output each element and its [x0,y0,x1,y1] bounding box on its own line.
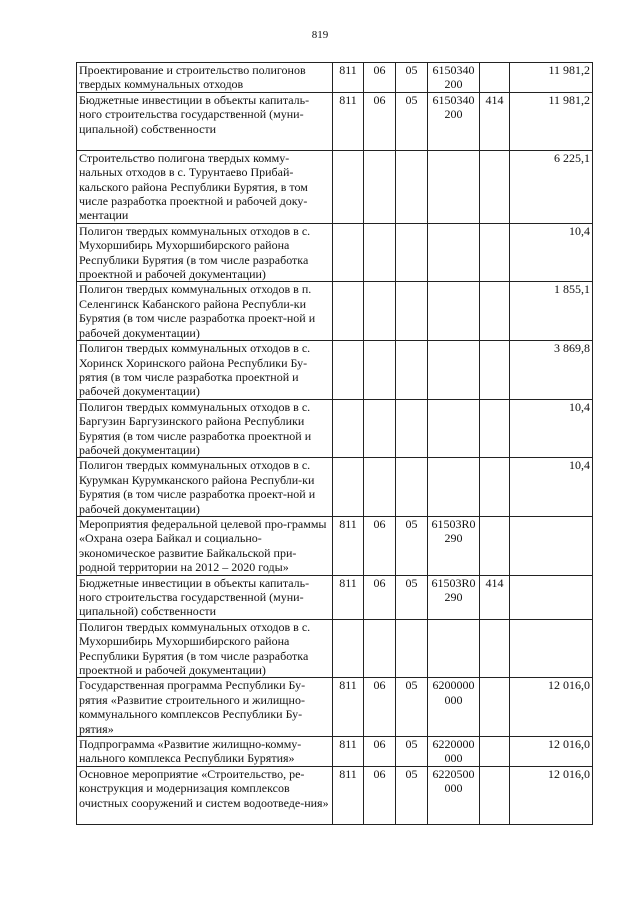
cell-grbs [333,282,364,341]
cell-sum [510,575,593,619]
cell-target-article [428,399,480,458]
cell-target-article [428,341,480,400]
cell-grbs [333,458,364,517]
cell-name: Основное мероприятие «Строительство, ре-конструкция и модернизация комплексов очистных сооружений и систем водоотведе-ния» [77,766,333,824]
cell-section [364,399,396,458]
cell-subsection: 05 [396,92,428,150]
cell-name: Полигон твердых коммунальных отходов в с. Мухоршибирь Мухоршибирского района Республики Бурятия (в том числе разработка проектной и рабочей документации) [77,619,333,678]
cell-name: Полигон твердых коммунальных отходов в с. Баргузин Баргузинского района Республики Бурятия (в том числе разработка проектной и рабочей документации) [77,399,333,458]
cell-sum: 10,4 [510,223,593,282]
cell-target-article [428,458,480,517]
cell-target-article [428,150,480,223]
table-row [77,575,593,619]
cell-subsection [396,399,428,458]
table-row [77,282,593,341]
cell-section [364,619,396,678]
cell-target-article: 6220500 000 [428,766,480,824]
cell-name: Бюджетные инвестиции в объекты капиталь-ного строительства государственной (муни-ципальной) собственности [77,575,333,619]
cell-subsection [396,150,428,223]
cell-sum: 12 016,0 [510,766,593,824]
cell-sum [510,619,593,678]
cell-grbs: 811 [333,766,364,824]
cell-name: Полигон твердых коммунальных отходов в с. Мухоршибирь Мухоршибирского района Республики Бурятия (в том числе разработка проектной и рабочей документации) [77,223,333,282]
table-row [77,399,593,458]
cell-section: 06 [364,737,396,767]
cell-expense-type [480,282,510,341]
cell-grbs [333,223,364,282]
cell-sum [510,516,593,575]
cell-sum: 11 981,2 [510,92,593,150]
cell-name: Полигон твердых коммунальных отходов в п. Селенгинск Кабанского района Республи-ки Бурятия (в том числе разработка проект-ной и рабочей документации) [77,282,333,341]
cell-target-article: 6150340 200 [428,92,480,150]
cell-target-article: 6150340 200 [428,63,480,93]
cell-grbs: 811 [333,575,364,619]
cell-grbs: 811 [333,678,364,737]
cell-grbs: 811 [333,737,364,767]
cell-subsection: 05 [396,766,428,824]
cell-grbs [333,619,364,678]
cell-name: Строительство полигона твердых комму-нальных отходов в с. Турунтаево Прибай-кальского района Республики Бурятия, в том числе разработка проектной и рабочей доку-ментации [77,150,333,223]
table-row [77,63,593,93]
cell-section [364,223,396,282]
cell-section: 06 [364,575,396,619]
cell-expense-type [480,619,510,678]
cell-section [364,282,396,341]
cell-expense-type [480,678,510,737]
cell-sum: 11 981,2 [510,63,593,93]
cell-section [364,341,396,400]
cell-name: Бюджетные инвестиции в объекты капиталь-ного строительства государственной (муни-ципальной) собственности [77,92,333,150]
cell-expense-type: 414 [480,575,510,619]
cell-expense-type [480,63,510,93]
cell-subsection: 05 [396,63,428,93]
cell-section: 06 [364,516,396,575]
table-row [77,766,593,824]
cell-subsection: 05 [396,516,428,575]
cell-target-article [428,619,480,678]
cell-grbs: 811 [333,92,364,150]
table-row [77,458,593,517]
cell-section: 06 [364,766,396,824]
cell-expense-type [480,223,510,282]
cell-grbs [333,341,364,400]
cell-subsection [396,282,428,341]
page-number: 819 [311,29,329,41]
cell-subsection [396,458,428,517]
table-row [77,678,593,737]
cell-section: 06 [364,63,396,93]
cell-target-article: 61503R0 290 [428,575,480,619]
cell-subsection: 05 [396,575,428,619]
cell-expense-type [480,737,510,767]
cell-sum: 12 016,0 [510,737,593,767]
table-row [77,619,593,678]
cell-name: Полигон твердых коммунальных отходов в с. Хоринск Хоринского района Республики Бу-рятия (в том числе разработка проектной и рабочей документации) [77,341,333,400]
cell-name: Проектирование и строительство полигонов твердых коммунальных отходов [77,63,333,93]
cell-target-article [428,282,480,341]
cell-section [364,458,396,517]
cell-target-article: 6200000 000 [428,678,480,737]
table-row [77,516,593,575]
cell-name: Полигон твердых коммунальных отходов в с. Курумкан Курумканского района Республи-ки Бурятия (в том числе разработка проект-ной и рабочей документации) [77,458,333,517]
cell-section: 06 [364,678,396,737]
cell-grbs: 811 [333,516,364,575]
cell-subsection [396,341,428,400]
cell-expense-type [480,150,510,223]
cell-grbs: 811 [333,63,364,93]
cell-grbs [333,150,364,223]
cell-target-article [428,223,480,282]
cell-sum: 3 869,8 [510,341,593,400]
cell-subsection: 05 [396,678,428,737]
cell-expense-type [480,766,510,824]
cell-sum: 1 855,1 [510,282,593,341]
table-row [77,92,593,150]
cell-sum: 10,4 [510,399,593,458]
cell-target-article: 6220000 000 [428,737,480,767]
table-row [77,150,593,223]
cell-expense-type [480,341,510,400]
cell-expense-type [480,516,510,575]
cell-expense-type [480,399,510,458]
cell-subsection: 05 [396,737,428,767]
cell-subsection [396,619,428,678]
cell-name: Мероприятия федеральной целевой про-граммы «Охрана озера Байкал и социально-экономическое развитие Байкальской при-родной территории на 2012 – 2020 годы» [77,516,333,575]
cell-section: 06 [364,92,396,150]
cell-grbs [333,399,364,458]
cell-expense-type: 414 [480,92,510,150]
cell-sum: 6 225,1 [510,150,593,223]
cell-name: Государственная программа Республики Бу-рятия «Развитие строительного и жилищно-коммунального комплексов Республики Бу-рятия» [77,678,333,737]
cell-target-article: 61503R0 290 [428,516,480,575]
cell-subsection [396,223,428,282]
cell-name: Подпрограмма «Развитие жилищно-комму-нального комплекса Республики Бурятия» [77,737,333,767]
budget-table [76,62,593,825]
table-row [77,341,593,400]
cell-expense-type [480,458,510,517]
table-row [77,223,593,282]
table-row [77,737,593,767]
cell-sum: 10,4 [510,458,593,517]
cell-sum: 12 016,0 [510,678,593,737]
cell-section [364,150,396,223]
